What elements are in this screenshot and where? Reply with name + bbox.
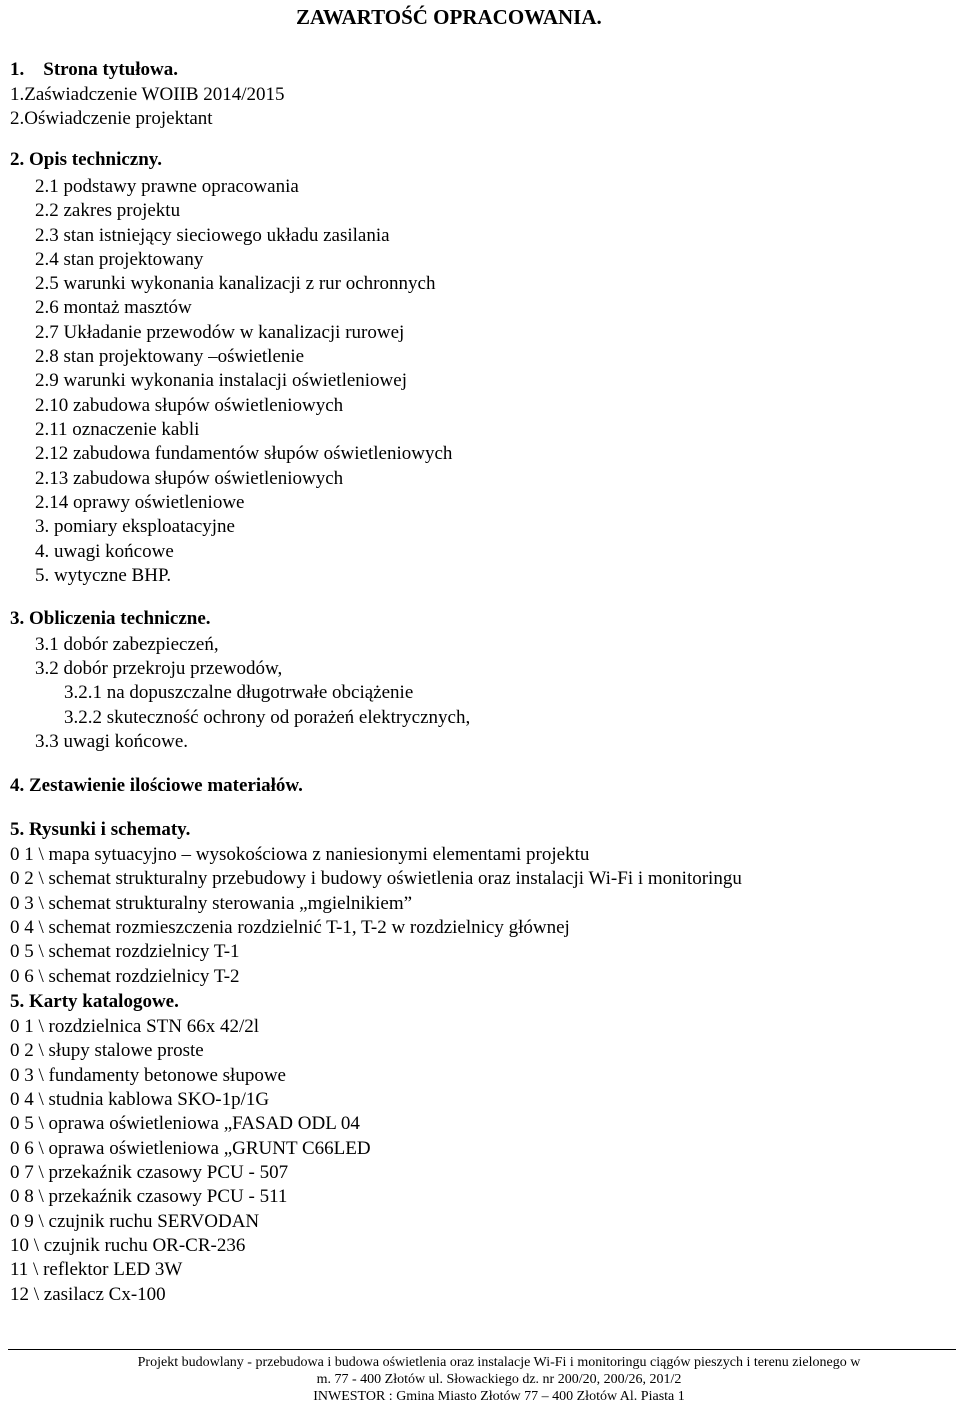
list-item: 3.2 dobór przekroju przewodów, (35, 658, 283, 679)
list-item: 0 2 \ schemat strukturalny przebudowy i budowy oświetlenia oraz instalacji Wi-Fi i monitoringu (10, 868, 742, 889)
footer-address-line: m. 77 - 400 Złotów ul. Słowackiego dz. nr 200/20, 200/26, 201/2 (316, 1372, 682, 1387)
list-item: 0 4 \ studnia kablowa SKO-1p/1G (10, 1089, 270, 1110)
list-item: 2.13 zabudowa słupów oświetleniowych (35, 468, 344, 489)
footer-divider (8, 1349, 956, 1350)
list-item: 2.3 stan istniejący sieciowego układu zasilania (35, 225, 390, 246)
list-item: 0 9 \ czujnik ruchu SERVODAN (10, 1211, 260, 1232)
list-item: 1.Zaświadczenie WOIIB 2014/2015 (10, 84, 285, 105)
list-item: 2.8 stan projektowany –oświetlenie (35, 346, 305, 367)
list-item: 0 5 \ schemat rozdzielnicy T-1 (10, 941, 240, 962)
document-title: ZAWARTOŚĆ OPRACOWANIA. (296, 5, 602, 29)
list-item: 2.1 podstawy prawne opracowania (35, 176, 299, 197)
section-heading-materials: 4. Zestawienie ilościowe materiałów. (10, 775, 303, 796)
list-item: 0 1 \ mapa sytuacyjno – wysokościowa z naniesionymi elementami projektu (10, 844, 590, 865)
list-item: 4. uwagi końcowe (35, 541, 174, 562)
list-item: 0 8 \ przekaźnik czasowy PCU - 511 (10, 1186, 288, 1207)
section-heading-catalog: 5. Karty katalogowe. (10, 991, 179, 1012)
list-item: 2.6 montaż masztów (35, 297, 192, 318)
list-item: 10 \ czujnik ruchu OR-CR-236 (10, 1235, 246, 1256)
list-item: 0 2 \ słupy stalowe proste (10, 1040, 204, 1061)
list-item: 0 4 \ schemat rozmieszczenia rozdzielnić T-1, T-2 w rozdzielnicy głównej (10, 917, 570, 938)
list-item: 0 3 \ fundamenty betonowe słupowe (10, 1065, 286, 1086)
list-item: 2.Oświadczenie projektant (10, 108, 213, 129)
list-item: 2.12 zabudowa fundamentów słupów oświetleniowych (35, 443, 453, 464)
list-item: 2.7 Układanie przewodów w kanalizacji rurowej (35, 322, 405, 343)
list-item: 3.3 uwagi końcowe. (35, 731, 189, 752)
section-heading-calculations: 3. Obliczenia techniczne. (10, 608, 211, 629)
list-item: 2.9 warunki wykonania instalacji oświetleniowej (35, 370, 407, 391)
list-item: 11 \ reflektor LED 3W (10, 1259, 183, 1280)
list-item: 5. wytyczne BHP. (35, 565, 172, 586)
list-item: 2.2 zakres projektu (35, 200, 181, 221)
list-item: 0 6 \ oprawa oświetleniowa „GRUNT C66LED (10, 1138, 371, 1159)
page-footer (94, 1354, 904, 1405)
list-item: 2.10 zabudowa słupów oświetleniowych (35, 395, 344, 416)
list-item: 0 1 \ rozdzielnica STN 66x 42/2l (10, 1016, 260, 1037)
list-item: 3.2.2 skuteczność ochrony od porażeń elektrycznych, (64, 707, 471, 728)
list-item: 2.5 warunki wykonania kanalizacji z rur ochronnych (35, 273, 436, 294)
list-item: 0 6 \ schemat rozdzielnicy T-2 (10, 966, 240, 987)
section-heading-title-page: 1. Strona tytułowa. (10, 59, 179, 80)
list-item: 12 \ zasilacz Cx-100 (10, 1284, 166, 1305)
section-heading-technical-description: 2. Opis techniczny. (10, 149, 163, 170)
section-heading-drawings: 5. Rysunki i schematy. (10, 819, 191, 840)
list-item: 0 5 \ oprawa oświetleniowa „FASAD ODL 04 (10, 1113, 360, 1134)
list-item: 2.14 oprawy oświetleniowe (35, 492, 245, 513)
footer-investor-line: INWESTOR : Gmina Miasto Złotów 77 – 400 Złotów Al. Piasta 1 (313, 1389, 685, 1404)
list-item: 3.2.1 na dopuszczalne długotrwałe obciążenie (64, 682, 414, 703)
footer-project-line: Projekt budowlany - przebudowa i budowa oświetlenia oraz instalacje Wi-Fi i monitoringu ciągów pieszych i terenu zielonego w (137, 1355, 861, 1370)
list-item: 3. pomiary eksploatacyjne (35, 516, 235, 537)
list-item: 0 3 \ schemat strukturalny sterowania „mgielnikiem” (10, 893, 413, 914)
list-item: 0 7 \ przekaźnik czasowy PCU - 507 (10, 1162, 289, 1183)
list-item: 3.1 dobór zabezpieczeń, (35, 634, 219, 655)
list-item: 2.4 stan projektowany (35, 249, 204, 270)
list-item: 2.11 oznaczenie kabli (35, 419, 200, 440)
